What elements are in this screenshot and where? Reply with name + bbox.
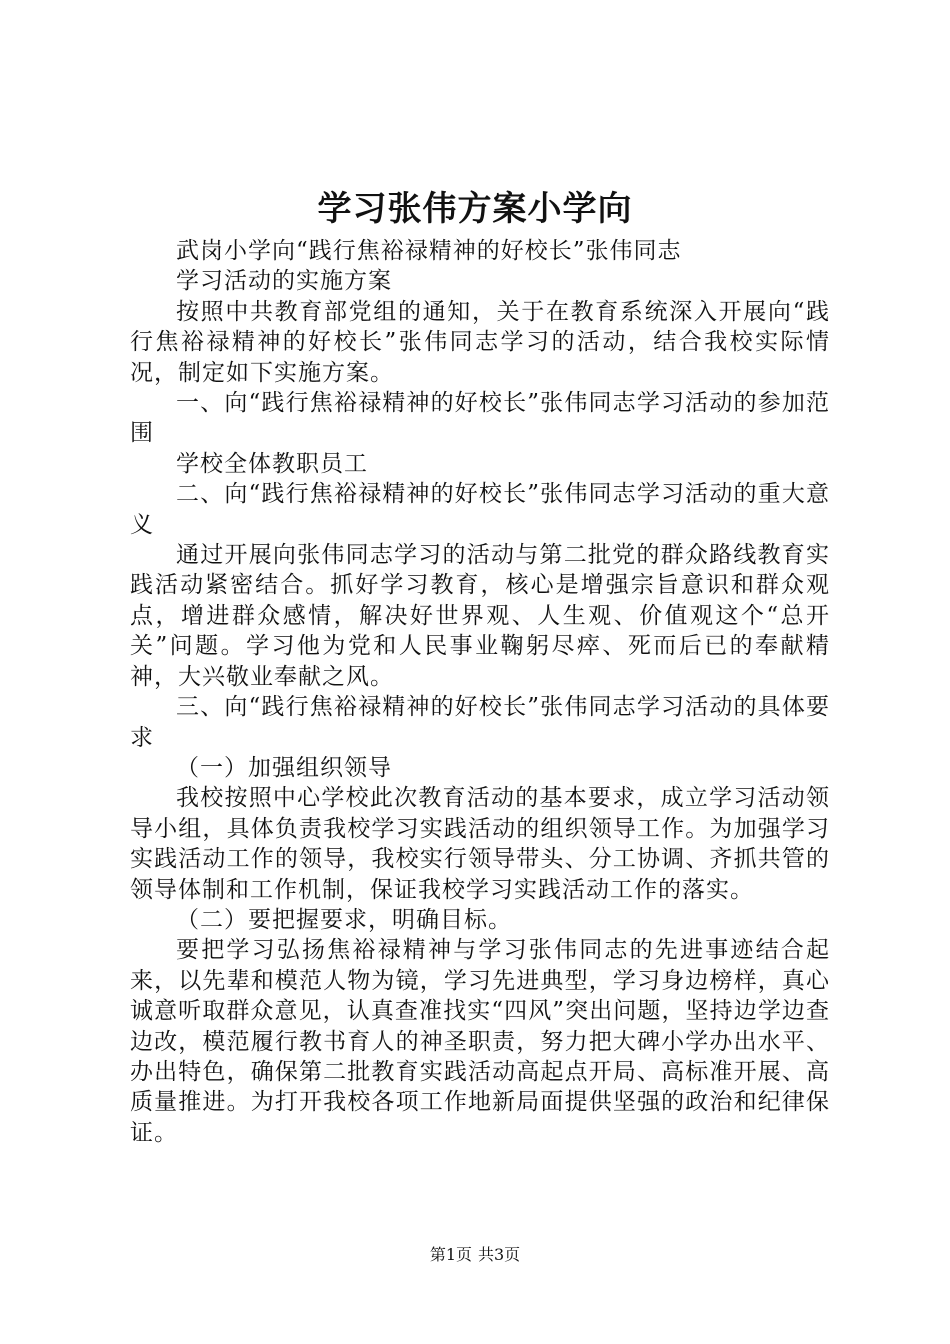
subsection-heading: （二）要把握要求，明确目标。	[176, 906, 512, 933]
page-number: 第1页	[429, 1245, 472, 1264]
paragraph: 我校按照中心学校此次教育活动的基本要求，成立学习活动领导小组，具体负责我校学习实践活动的组织领导工作。为加强学习实践活动工作的领导，我校实行领导带头、分工协调、齐抓共管的领导体制和工作机制，保证我校学习实践活动工作的落实。	[130, 785, 830, 903]
paragraph: 通过开展向张伟同志学习的活动与第二批党的群众路线教育实践活动紧密结合。抓好学习教育，核心是增强宗旨意识和群众观点，增进群众感情，解决好世界观、人生观、价值观这个“总开关”问题。学习他为党和人民事业鞠躬尽瘁、死而后已的奉献精神，大兴敬业奉献之风。	[130, 542, 830, 690]
section-heading: 一、向“践行焦裕禄精神的好校长”张伟同志学习活动的参加范围	[130, 390, 830, 447]
document-title: 学习张伟方案小学向	[317, 189, 633, 229]
page-footer	[0, 1244, 950, 1266]
page-total: 共3页	[478, 1245, 521, 1264]
section-heading: 三、向“践行焦裕禄精神的好校长”张伟同志学习活动的具体要求	[130, 694, 830, 751]
paragraph: 按照中共教育部党组的通知，关于在教育系统深入开展向“践行焦裕禄精神的好校长”张伟同志学习的活动，结合我校实际情况，制定如下实施方案。	[130, 298, 830, 386]
paragraph: 要把学习弘扬焦裕禄精神与学习张伟同志的先进事迹结合起来，以先辈和模范人物为镜，学习先进典型，学习身边榜样，真心诚意听取群众意见，认真查准找实“四风”突出问题，坚持边学边查边改，模范履行教书育人的神圣职责，努力把大碑小学办出水平、办出特色，确保第二批教育实践活动高起点开局、高标准开展、高质量推进。为打开我校各项工作地新局面提供坚强的政治和纪律保证。	[130, 937, 830, 1146]
section-heading: 二、向“践行焦裕禄精神的好校长”张伟同志学习活动的重大意义	[130, 481, 830, 538]
paragraph: 学校全体教职员工	[176, 450, 368, 477]
paragraph: 学习活动的实施方案	[176, 268, 392, 295]
paragraph: 武岗小学向“践行焦裕禄精神的好校长”张伟同志	[176, 238, 682, 264]
subsection-heading: （一）加强组织领导	[176, 754, 392, 781]
document-body	[130, 236, 830, 1148]
